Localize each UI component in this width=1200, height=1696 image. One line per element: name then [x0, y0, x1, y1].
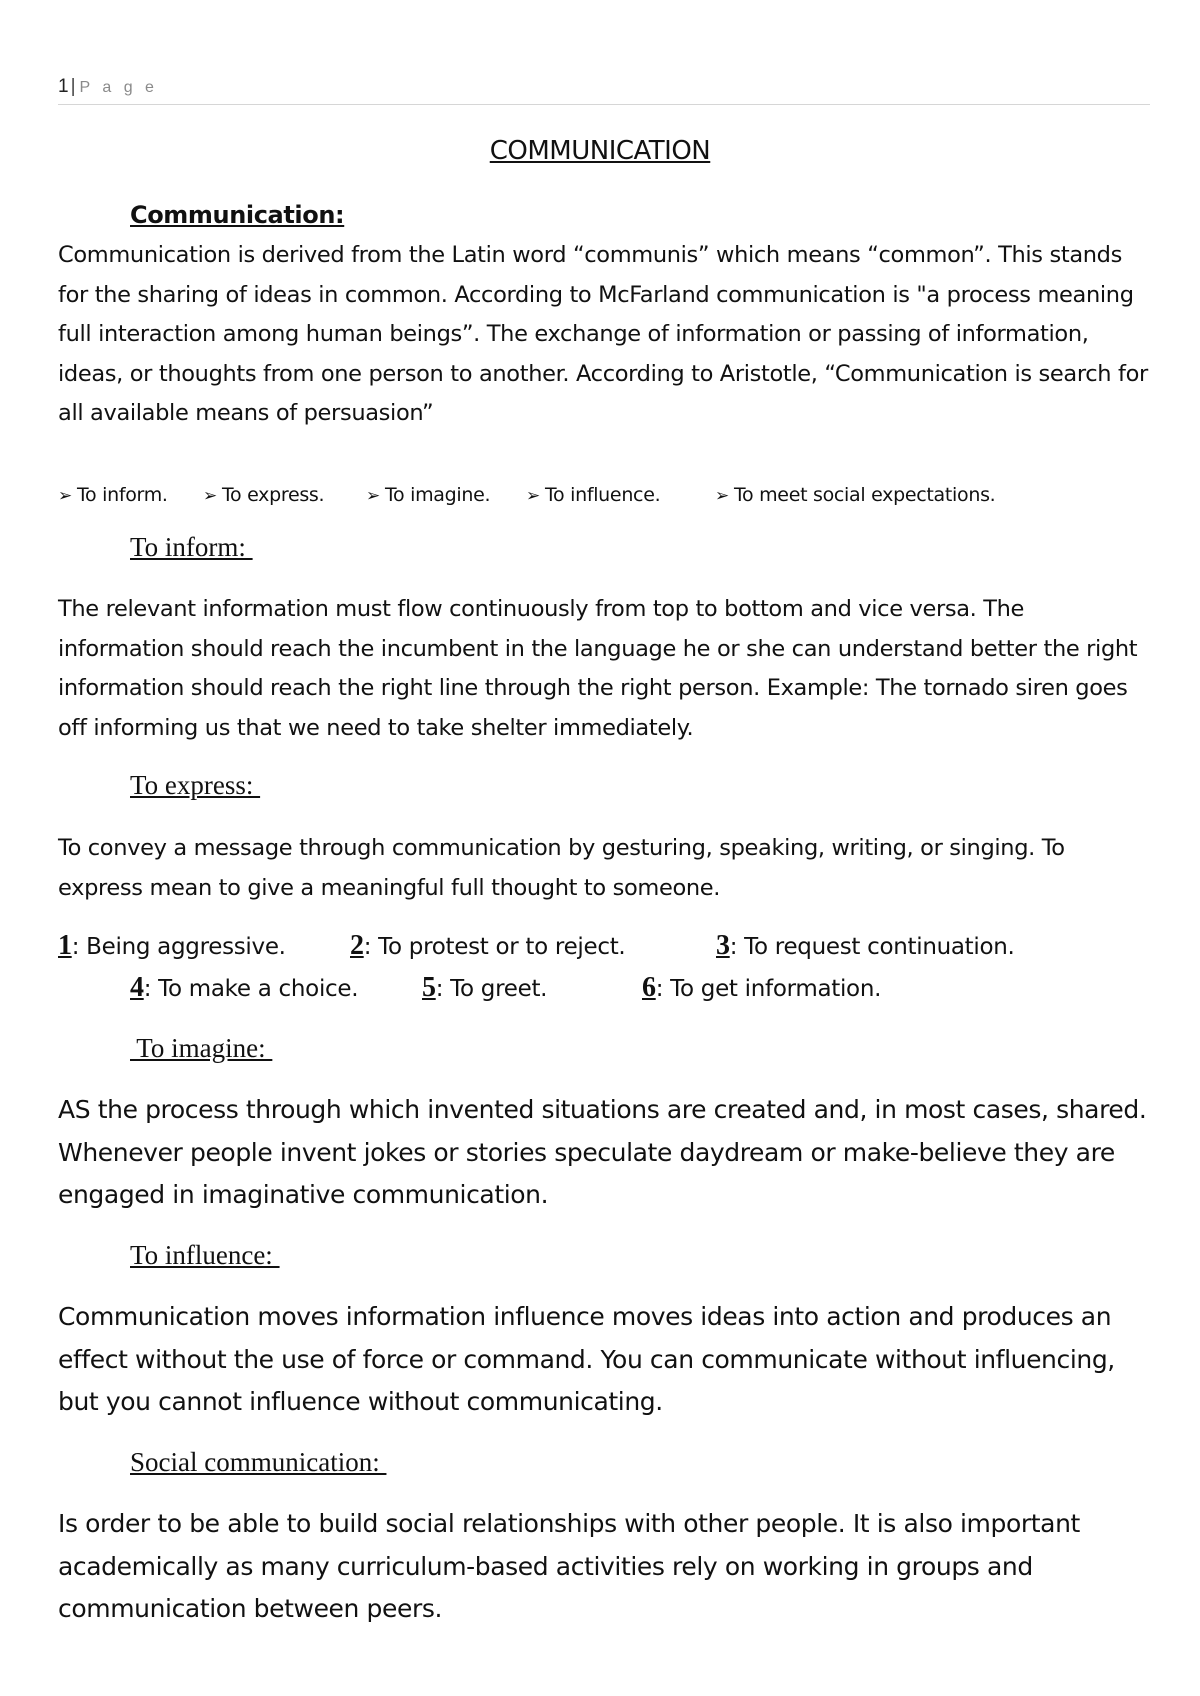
- arrow-bullet-icon: ➢: [203, 486, 217, 506]
- heading-to-express: To express:: [130, 770, 261, 800]
- purpose-item: ➢ To imagine.: [366, 484, 491, 506]
- inform-paragraph: The relevant information must flow continuously from top to bottom and vice versa. The information should reach the incumbent in the language he or she can understand better the right information should reach the right line through the right person. Example: The tornado siren goes off informing us that we need to take shelter immediately.: [58, 596, 1138, 741]
- arrow-bullet-icon: ➢: [715, 486, 729, 506]
- purpose-item: ➢ To influence.: [526, 484, 661, 506]
- express-item: 6: To get information.: [642, 972, 882, 1003]
- document-title: COMMUNICATION: [489, 136, 711, 166]
- page-label: P a g e: [79, 79, 158, 96]
- header-separator: |: [70, 76, 76, 97]
- purpose-item: ➢ To inform.: [58, 484, 168, 506]
- express-item: 1: Being aggressive.: [58, 930, 286, 961]
- heading-to-inform: To inform:: [130, 532, 253, 562]
- page-header: [58, 76, 1150, 105]
- heading-to-imagine: To imagine:: [130, 1033, 273, 1063]
- arrow-bullet-icon: ➢: [526, 486, 540, 506]
- heading-social-communication: Social communication:: [130, 1447, 387, 1477]
- purpose-item: ➢ To meet social expectations.: [715, 484, 996, 506]
- page-number: 1: [58, 76, 69, 97]
- purpose-item: ➢ To express.: [203, 484, 325, 506]
- arrow-bullet-icon: ➢: [366, 486, 380, 506]
- heading-to-influence: To influence:: [130, 1240, 280, 1270]
- social-paragraph: Is order to be able to build social relationships with other people. It is also important academically as many curriculum-based activities rely on working in groups and communication between peers.: [58, 1509, 1080, 1623]
- express-item: 4: To make a choice.: [130, 972, 359, 1003]
- intro-paragraph: Communication is derived from the Latin word “communis” which means “common”. This stands for the sharing of ideas in common. According to McFarland communication is "a process meaning full interaction among human beings”. The exchange of information or passing of information, ideas, or thoughts from one person to another. According to Aristotle, “Communication is search for all available means of persuasion”: [58, 242, 1148, 426]
- express-item: 2: To protest or to reject.: [350, 930, 626, 961]
- express-paragraph: To convey a message through communication by gesturing, speaking, writing, or singing. To express mean to give a meaningful full thought to someone.: [58, 835, 1065, 901]
- section-subtitle: Communication:: [130, 201, 345, 229]
- arrow-bullet-icon: ➢: [58, 486, 72, 506]
- express-item: 5: To greet.: [422, 972, 548, 1003]
- express-item: 3: To request continuation.: [716, 930, 1015, 961]
- influence-paragraph: Communication moves information influence moves ideas into action and produces an effect without the use of force or command. You can communicate without influencing, but you cannot influence without communicating.: [58, 1302, 1115, 1416]
- imagine-paragraph: AS the process through which invented situations are created and, in most cases, shared. Whenever people invent jokes or stories speculate daydream or make-believe they are engaged in imaginative communication.: [58, 1095, 1147, 1209]
